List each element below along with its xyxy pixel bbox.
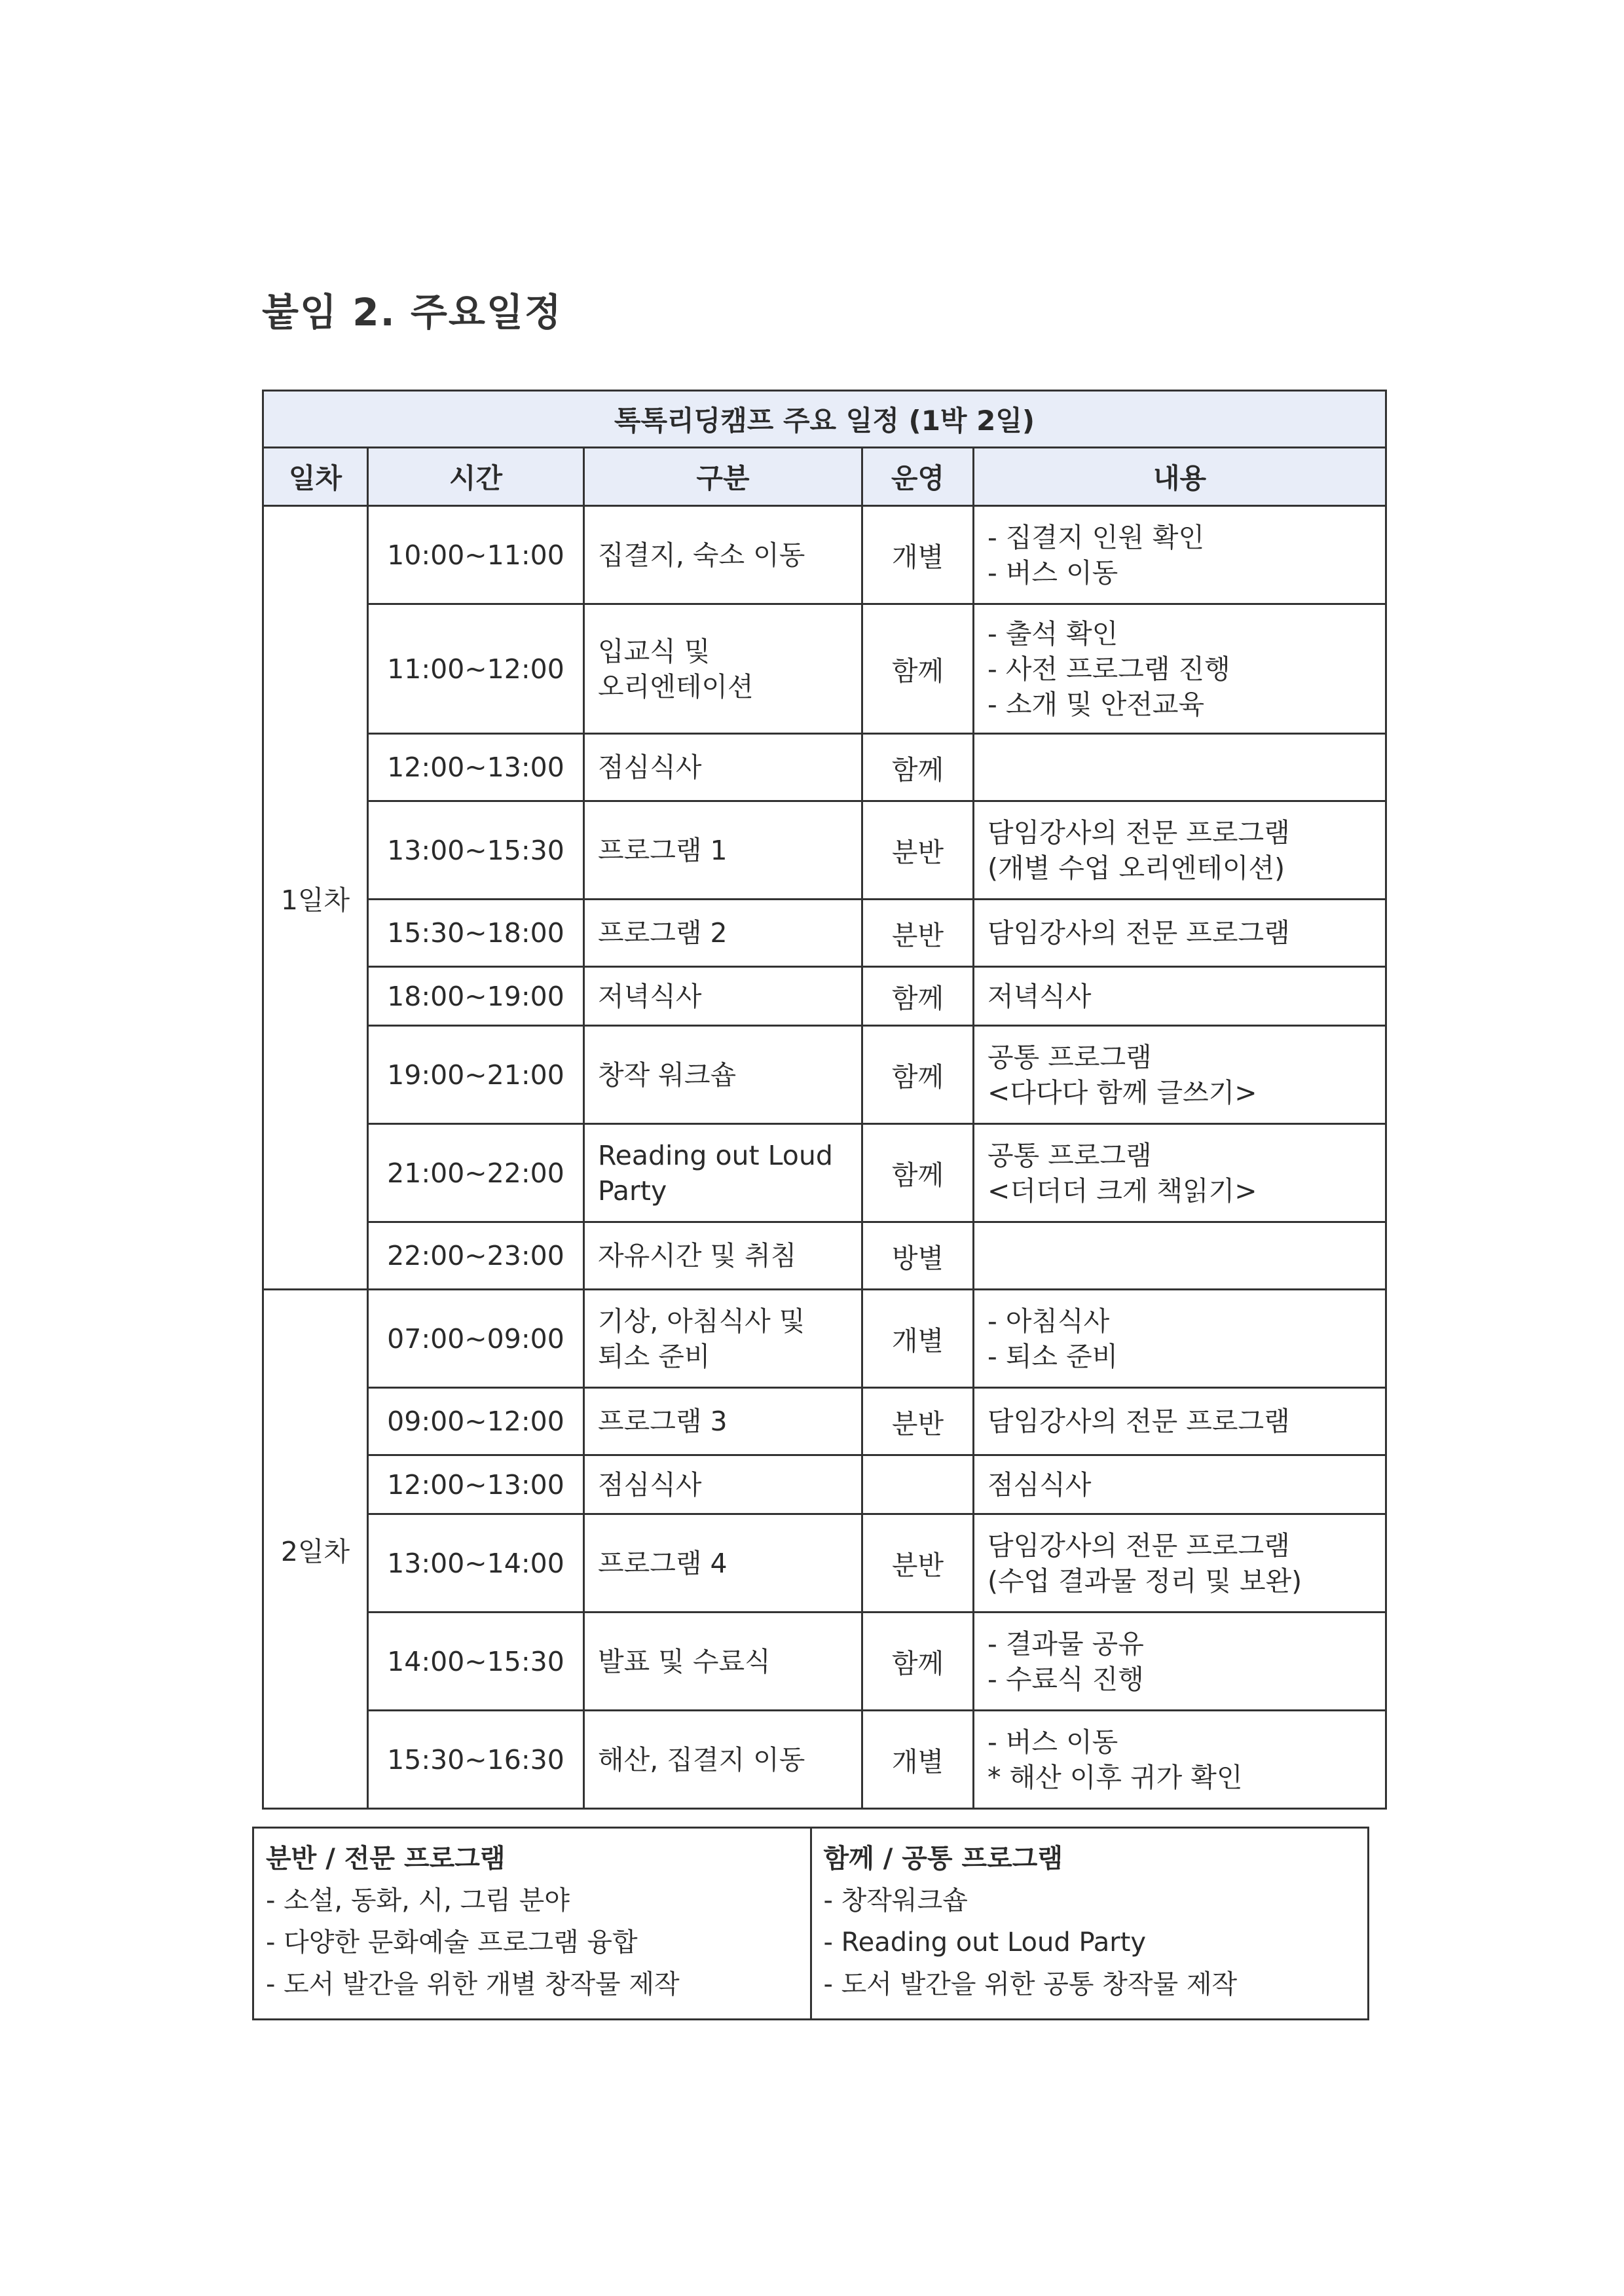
content-cell: - 버스 이동 * 해산 이후 귀가 확인 (974, 1711, 1386, 1809)
time-cell: 18:00~19:00 (368, 967, 584, 1026)
time-cell: 13:00~14:00 (368, 1514, 584, 1613)
category-cell: 저녁식사 (584, 967, 862, 1026)
table-row (263, 1026, 1386, 1124)
table-row (263, 734, 1386, 801)
time-cell: 13:00~15:30 (368, 801, 584, 900)
mode-cell: 개별 (862, 1711, 974, 1809)
time-cell: 22:00~23:00 (368, 1222, 584, 1290)
time-cell: 09:00~12:00 (368, 1388, 584, 1455)
content-cell: 담임강사의 전문 프로그램 (수업 결과물 정리 및 보완) (974, 1514, 1386, 1613)
category-cell: 점심식사 (584, 1455, 862, 1514)
category-cell: 발표 및 수료식 (584, 1613, 862, 1711)
time-cell: 12:00~13:00 (368, 1455, 584, 1514)
time-cell: 21:00~22:00 (368, 1124, 584, 1222)
header-mode: 운영 (862, 448, 974, 506)
table-row (263, 967, 1386, 1026)
header-day: 일차 (263, 448, 368, 506)
category-cell: 해산, 집결지 이동 (584, 1711, 862, 1809)
time-cell: 15:30~18:00 (368, 900, 584, 967)
table-row (263, 801, 1386, 900)
table-row (263, 1711, 1386, 1809)
category-cell: 점심식사 (584, 734, 862, 801)
table-body (263, 506, 1386, 1809)
header-category: 구분 (584, 448, 862, 506)
time-cell: 10:00~11:00 (368, 506, 584, 604)
legend-right-item: - 도서 발간을 위한 공통 창작물 제작 (823, 1969, 1238, 1999)
category-cell: 프로그램 3 (584, 1388, 862, 1455)
table-row (263, 1290, 1386, 1388)
legend-right-item: - Reading out Loud Party (823, 1927, 1147, 1958)
mode-cell: 개별 (862, 506, 974, 604)
mode-cell: 함께 (862, 1613, 974, 1711)
mode-cell: 분반 (862, 801, 974, 900)
category-cell: 프로그램 4 (584, 1514, 862, 1613)
mode-cell: 개별 (862, 1290, 974, 1388)
table-row (263, 604, 1386, 734)
day-cell: 1일차 (263, 506, 368, 1290)
table-header-row (263, 448, 1386, 506)
content-cell: 공통 프로그램 <다다다 함께 글쓰기> (974, 1026, 1386, 1124)
table-row (263, 1455, 1386, 1514)
category-cell: 프로그램 1 (584, 801, 862, 900)
time-cell: 14:00~15:30 (368, 1613, 584, 1711)
header-content: 내용 (974, 448, 1386, 506)
table-caption: 톡톡리딩캠프 주요 일정 (1박 2일) (263, 391, 1386, 448)
content-cell (974, 1222, 1386, 1290)
mode-cell: 함께 (862, 604, 974, 734)
legend-right-title: 함께 / 공통 프로그램 (823, 1844, 1063, 1874)
legend-left-item: - 소설, 동화, 시, 그림 분야 (266, 1886, 570, 1916)
table-row (263, 1124, 1386, 1222)
content-cell: - 아침식사 - 퇴소 준비 (974, 1290, 1386, 1388)
content-cell (974, 734, 1386, 801)
category-cell: 입교식 및 오리엔테이션 (584, 604, 862, 734)
mode-cell: 함께 (862, 1026, 974, 1124)
mode-cell: 분반 (862, 900, 974, 967)
mode-cell: 분반 (862, 1388, 974, 1455)
content-cell: - 결과물 공유 - 수료식 진행 (974, 1613, 1386, 1711)
mode-cell: 함께 (862, 734, 974, 801)
category-cell: 기상, 아침식사 및 퇴소 준비 (584, 1290, 862, 1388)
legend-box (252, 1827, 1369, 2020)
mode-cell: 분반 (862, 1514, 974, 1613)
time-cell: 15:30~16:30 (368, 1711, 584, 1809)
legend-right (810, 1829, 1368, 2018)
legend-right-item: - 창작워크숍 (823, 1886, 968, 1916)
table-row (263, 1388, 1386, 1455)
day-cell: 2일차 (263, 1290, 368, 1809)
content-cell: 공통 프로그램 <더더더 크게 책읽기> (974, 1124, 1386, 1222)
category-cell: 자유시간 및 취침 (584, 1222, 862, 1290)
content-cell: 담임강사의 전문 프로그램 (974, 900, 1386, 967)
table-row (263, 1222, 1386, 1290)
mode-cell: 방별 (862, 1222, 974, 1290)
table-row (263, 506, 1386, 604)
category-cell: Reading out Loud Party (584, 1124, 862, 1222)
time-cell: 07:00~09:00 (368, 1290, 584, 1388)
category-cell: 창작 워크숍 (584, 1026, 862, 1124)
content-cell: 담임강사의 전문 프로그램 (개별 수업 오리엔테이션) (974, 801, 1386, 900)
legend-left-item: - 다양한 문화예술 프로그램 융합 (266, 1927, 638, 1958)
time-cell: 19:00~21:00 (368, 1026, 584, 1124)
content-cell: - 집결지 인원 확인 - 버스 이동 (974, 506, 1386, 604)
legend-left (254, 1829, 810, 2018)
header-time: 시간 (368, 448, 584, 506)
content-cell: 담임강사의 전문 프로그램 (974, 1388, 1386, 1455)
table-row (263, 1613, 1386, 1711)
legend-left-title: 분반 / 전문 프로그램 (266, 1844, 506, 1874)
time-cell: 11:00~12:00 (368, 604, 584, 734)
content-cell: - 출석 확인 - 사전 프로그램 진행 - 소개 및 안전교육 (974, 604, 1386, 734)
table-row (263, 1514, 1386, 1613)
content-cell: 저녁식사 (974, 967, 1386, 1026)
table-row (263, 900, 1386, 967)
mode-cell: 함께 (862, 967, 974, 1026)
time-cell: 12:00~13:00 (368, 734, 584, 801)
schedule-table (262, 390, 1387, 1810)
content-cell: 점심식사 (974, 1455, 1386, 1514)
mode-cell (862, 1455, 974, 1514)
mode-cell: 함께 (862, 1124, 974, 1222)
legend-left-item: - 도서 발간을 위한 개별 창작물 제작 (266, 1969, 680, 1999)
page-heading: 붙임 2. 주요일정 (262, 290, 563, 335)
category-cell: 집결지, 숙소 이동 (584, 506, 862, 604)
category-cell: 프로그램 2 (584, 900, 862, 967)
